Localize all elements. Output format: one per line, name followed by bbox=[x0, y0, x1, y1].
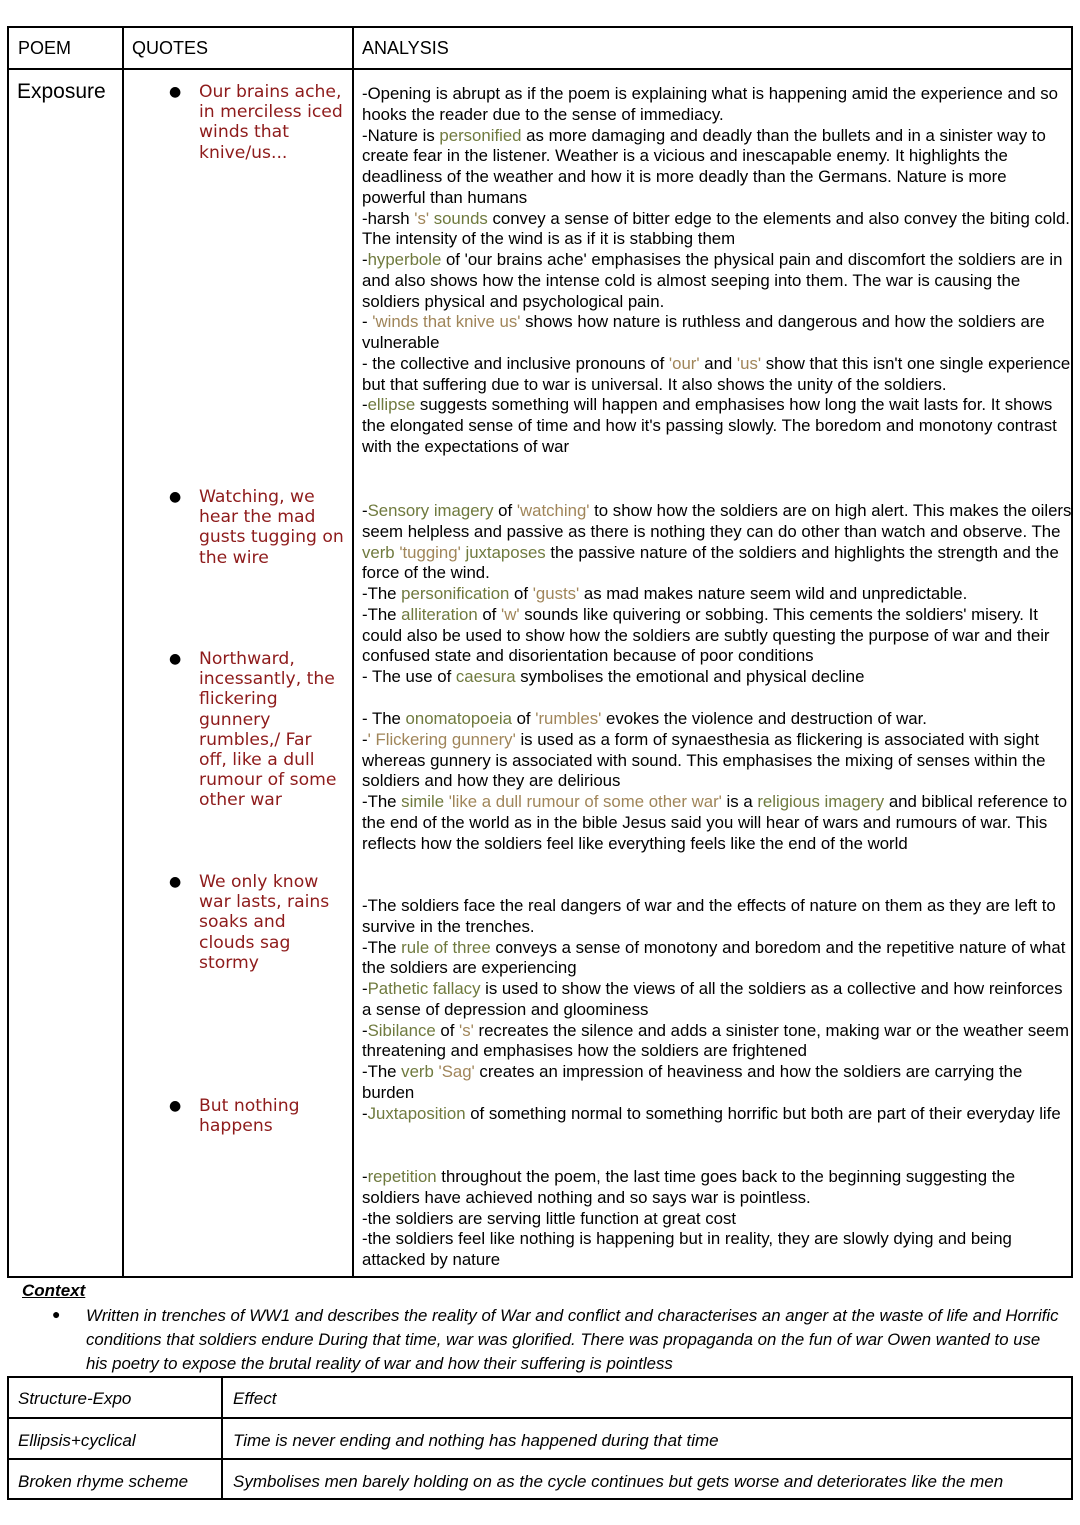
poem-analysis-table bbox=[7, 26, 1073, 1278]
quote-text: Our brains ache, in merciless iced winds that knive/us... bbox=[199, 82, 343, 163]
column-divider bbox=[221, 1378, 223, 1498]
quote-text: Northward, incessantly, the flickering gunnery rumbles,/ Far off, like a dull rumour of some other war bbox=[199, 649, 337, 811]
analysis-line: -ellipse suggests something will happen and emphasises how long the wait lasts for. It shows the elongated sense of time and how it's passing slowly. The boredom and monotony contrast with the expectations of war bbox=[362, 395, 1057, 456]
structure-label: Broken rhyme scheme bbox=[18, 1472, 189, 1491]
quote-item bbox=[169, 82, 344, 163]
structure-effect: Effect bbox=[233, 1389, 277, 1408]
analysis-line: -Pathetic fallacy is used to show the views of all the soldiers as a collective and how reinforces a sense of depression and gloominess bbox=[362, 979, 1063, 1019]
quote-item bbox=[169, 1096, 344, 1136]
context-title: Context bbox=[22, 1281, 86, 1300]
analysis-line: -The personification of 'gusts' as mad makes nature seem wild and unpredictable. bbox=[362, 584, 968, 603]
structure-effect: Symbolises men barely holding on as the cycle continues but gets worse and deteriorates like the men bbox=[233, 1472, 1004, 1491]
analysis-line: - 'winds that knive us' shows how nature is ruthless and dangerous and how the soldiers are vulnerable bbox=[362, 312, 1045, 352]
analysis-line: -The simile 'like a dull rumour of some other war' is a religious imagery and biblical reference to the end of the world as in the bible Jesus said you will hear of wars and rumours of war. This reflects how the soldiers feel like everything feels like the end of the world bbox=[362, 792, 1068, 853]
header-analysis: ANALYSIS bbox=[362, 38, 449, 58]
analysis-line: -Sensory imagery of 'watching' to show how the soldiers are on high alert. This makes the oilers seem helpless and passive as there is nothing they can do other than watch and observe. The verb 'tugging' juxtaposes the passive nature of the soldiers and highlights the strength and the force of the wind. bbox=[362, 501, 1072, 583]
analysis-block bbox=[362, 501, 1074, 688]
context-text: Written in trenches of WW1 and describes the reality of War and conflict and characterises an anger at the waste of life and Horrific conditions that soldiers endure During that time, war was glorified. There was propaganda on the fun of war Owen wanted to use his poetry to expose the brutal reality of war and how their suffering is pointless bbox=[86, 1306, 1059, 1373]
analysis-line: -Sibilance of 's' recreates the silence and adds a sinister tone, making war or the weather seem threatening and emphasises how the soldiers are frightened bbox=[362, 1020, 1069, 1061]
structure-label: Structure-Expo bbox=[18, 1389, 132, 1408]
analysis-line: - the collective and inclusive pronouns of 'our' and 'us' show that this isn't one single experience but that suffering due to war is universal. It also shows the unity of the soldiers. bbox=[362, 353, 1071, 394]
quote-item bbox=[169, 649, 344, 811]
analysis-line: -harsh 's' sounds convey a sense of bitter edge to the elements and also convey the biting cold. The intensity of the wind is as if it is stabbing them bbox=[362, 208, 1070, 249]
column-divider bbox=[352, 28, 354, 1276]
quote-text: We only know war lasts, rains soaks and clouds sag stormy bbox=[199, 872, 330, 973]
row-divider bbox=[9, 1458, 1071, 1460]
poem-title: Exposure bbox=[17, 80, 106, 103]
analysis-block bbox=[362, 896, 1074, 1124]
analysis-line: -The soldiers face the real dangers of war and the effects of nature on them as they are left to survive in the trenches. bbox=[362, 896, 1056, 936]
analysis-line: -The rule of three conveys a sense of monotony and boredom and the repetitive nature of what the soldiers are experiencing bbox=[362, 937, 1066, 978]
analysis-line: -The alliteration of 'w' sounds like quivering or sobbing. This cements the soldiers' misery. It could also be used to show how the soldiers are subtly questing the purpose of war and their confused state and disorientation because of poor conditions bbox=[362, 604, 1050, 666]
analysis-line: -The verb 'Sag' creates an impression of heaviness and how the soldiers are carrying the burden bbox=[362, 1062, 1023, 1102]
bullet-icon: ● bbox=[169, 874, 182, 890]
analysis-block bbox=[362, 709, 1074, 854]
analysis-line: -repetition throughout the poem, the last time goes back to the beginning suggesting the soldiers have achieved nothing and so says war is pointless. bbox=[362, 1167, 1016, 1207]
column-divider bbox=[122, 28, 124, 1276]
analysis-line: - The onomatopoeia of 'rumbles' evokes the violence and destruction of war. bbox=[362, 709, 927, 728]
bullet-icon: ● bbox=[52, 1306, 61, 1322]
analysis-line: -Juxtaposition of something normal to something horrific but both are part of their everyday life bbox=[362, 1103, 1061, 1123]
analysis-block bbox=[362, 1167, 1074, 1271]
analysis-line: -the soldiers are serving little function at great cost bbox=[362, 1208, 737, 1228]
bullet-icon: ● bbox=[169, 489, 182, 505]
quote-item bbox=[169, 872, 344, 973]
bullet-icon: ● bbox=[169, 84, 182, 100]
bullet-icon: ● bbox=[169, 651, 182, 667]
structure-table bbox=[7, 1376, 1073, 1500]
quote-text: Watching, we hear the mad gusts tugging on the wire bbox=[199, 487, 344, 568]
bullet-icon: ● bbox=[169, 1098, 182, 1114]
structure-effect: Time is never ending and nothing has happened during that time bbox=[233, 1431, 719, 1450]
analysis-line: -hyperbole of 'our brains ache' emphasises the physical pain and discomfort the soldiers are in and also shows how the intense cold is almost seeping into them. The war is causing the soldiers physical and psychological pain. bbox=[362, 250, 1063, 311]
analysis-line: -the soldiers feel like nothing is happening but in reality, they are slowly dying and being attacked by nature bbox=[362, 1229, 1012, 1269]
header-poem: POEM bbox=[18, 38, 72, 58]
structure-label: Ellipsis+cyclical bbox=[18, 1431, 136, 1450]
analysis-line: -' Flickering gunnery' is used as a form of synaesthesia as flickering is associated with sight whereas gunnery is associated with sound. This emphasises the mixing of senses within the soldiers and how they are delirious bbox=[362, 729, 1046, 791]
analysis-block bbox=[362, 84, 1074, 458]
quote-item bbox=[169, 487, 344, 568]
quote-text: But nothing happens bbox=[199, 1096, 300, 1137]
header-quotes: QUOTES bbox=[132, 38, 209, 58]
analysis-line: -Opening is abrupt as if the poem is explaining what is happening amid the experience and so hooks the reader due to the sense of immediacy. bbox=[362, 84, 1058, 124]
header-divider bbox=[9, 68, 1071, 70]
analysis-line: -Nature is personified as more damaging and deadly than the bullets and in a sinister way to create fear in the listener. Weather is a vicious and inescapable enemy. It highlights the deadliness of the weather and how it is more deadly than the Germans. Nature is more powerful than humans bbox=[362, 125, 1046, 207]
row-divider bbox=[9, 1417, 1071, 1419]
analysis-line: - The use of caesura symbolises the emotional and physical decline bbox=[362, 667, 865, 686]
